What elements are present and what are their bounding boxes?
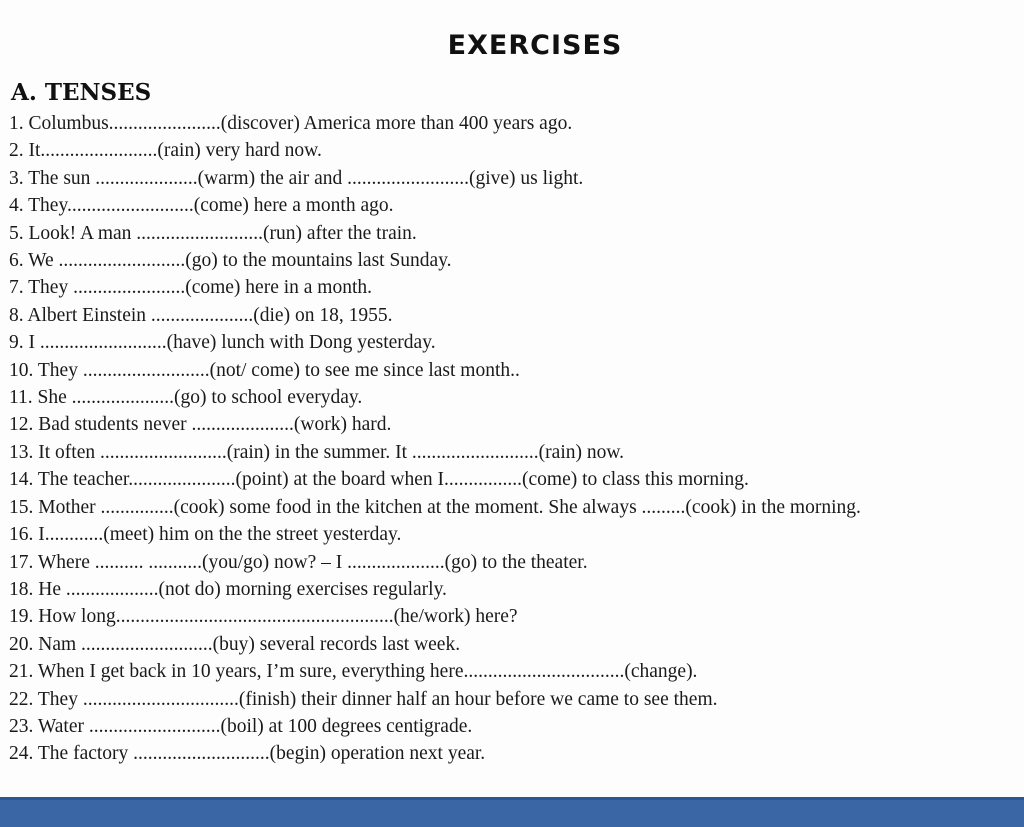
exercise-item-11: 11. She .....................(go) to school everyday. [9, 387, 363, 409]
exercise-list [9, 110, 1017, 768]
exercise-item-1: 1. Columbus.......................(discover) America more than 400 years ago. [9, 113, 573, 134]
exercise-item-2: 2. It........................(rain) very hard now. [9, 140, 322, 162]
exercise-item-23: 23. Water ...........................(boil) at 100 degrees centigrade. [9, 715, 473, 737]
exercise-item-21: 21. When I get back in 10 years, I’m sure, everything here.................................(change). [9, 661, 698, 683]
exercise-item-10: 10. They ..........................(not/ come) to see me since last month.. [9, 359, 520, 381]
exercise-item-20: 20. Nam ...........................(buy) several records last week. [9, 633, 461, 655]
page-title: EXERCISES [447, 30, 623, 61]
exercise-item-6: 6. We ..........................(go) to the mountains last Sunday. [9, 250, 452, 272]
exercise-item-14: 14. The teacher......................(point) at the board when I................(come) to class this morning. [9, 469, 749, 491]
exercise-item-15: 15. Mother ...............(cook) some food in the kitchen at the moment. She always .........(cook) in the morning. [9, 496, 861, 518]
exercise-item-18: 18. He ...................(not do) morning exercises regularly. [9, 578, 447, 600]
exercise-item-22: 22. They ................................(finish) their dinner half an hour before we came to see them. [9, 688, 718, 710]
exercise-item-24: 24. The factory ............................(begin) operation next year. [9, 743, 486, 765]
exercise-item-16: 16. I............(meet) him on the the street yesterday. [9, 524, 402, 546]
exercise-item-19: 19. How long.........................................................(he/work) here? [9, 606, 518, 628]
exercise-item-17: 17. Where .......... ...........(you/go) now? – I ....................(go) to the theater. [9, 551, 588, 573]
exercise-item-12: 12. Bad students never .....................(work) hard. [9, 414, 392, 436]
exercise-item-13: 13. It often ..........................(rain) in the summer. It ..........................(rain) now. [9, 441, 625, 463]
bottom-bar [0, 797, 1024, 827]
exercise-item-8: 8. Albert Einstein .....................(die) on 18, 1955. [9, 304, 393, 326]
exercise-item-3: 3. The sun .....................(warm) the air and .........................(give) us light. [9, 167, 584, 189]
exercise-item-9: 9. I ..........................(have) lunch with Dong yesterday. [9, 332, 436, 354]
exercise-item-5: 5. Look! A man ..........................(run) after the train. [9, 222, 417, 244]
section-heading: A. TENSES [11, 79, 152, 106]
exercise-item-4: 4. They..........................(come) here a month ago. [9, 195, 394, 217]
exercise-item-7: 7. They .......................(come) here in a month. [9, 277, 373, 299]
